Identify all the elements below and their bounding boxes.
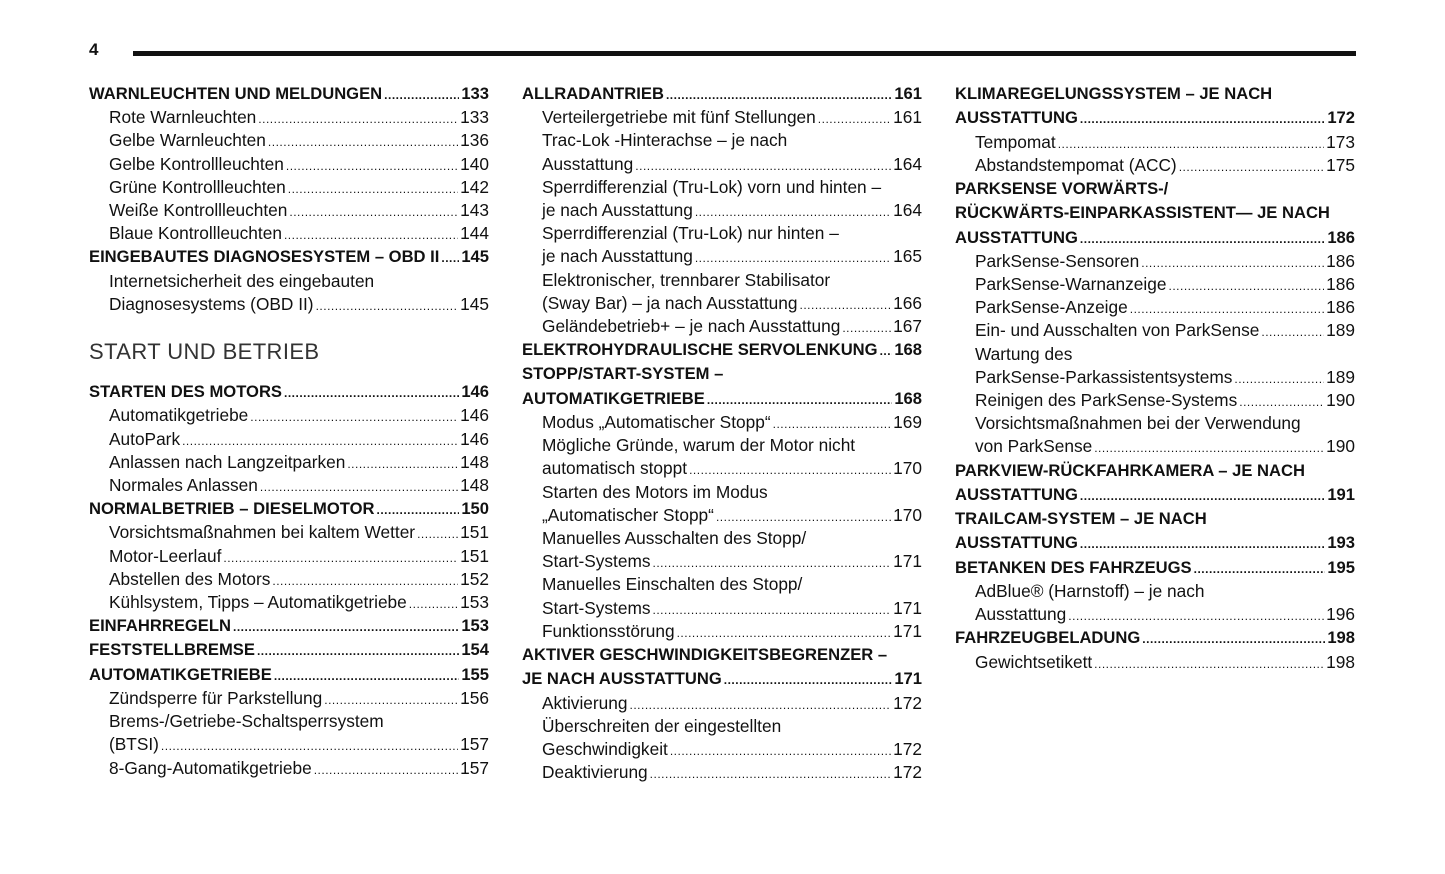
page-reference: 150: [461, 499, 489, 519]
toc-chapter-entry[interactable]: [89, 497, 489, 521]
dot-leader: [441, 246, 459, 269]
toc-subentry[interactable]: [955, 389, 1355, 412]
entry-title: Geländebetrieb+ – je nach Ausstattung: [542, 315, 841, 336]
entry-title: Ausstattung: [975, 604, 1067, 625]
page-reference: 170: [893, 504, 922, 525]
dot-leader: [880, 339, 893, 362]
entry-title: PARKSENSE VORWÄRTS-/: [955, 178, 1169, 198]
page-reference: 164: [893, 153, 922, 174]
entry-title: ParkSense-Warnanzeige: [975, 274, 1167, 295]
page-reference: 196: [1326, 604, 1355, 625]
dot-leader: [257, 639, 459, 662]
entry-title: Mögliche Gründe, warum der Motor nicht: [542, 435, 856, 456]
toc-chapter-entry[interactable]: [955, 626, 1355, 650]
toc-subentry[interactable]: [522, 222, 922, 268]
entry-title: Brems-/Getriebe-Schaltsperrsystem: [109, 711, 384, 732]
page-reference: 148: [460, 474, 489, 495]
page-reference: 186: [1327, 227, 1355, 247]
entry-title: Überschreiten der eingestellten: [542, 715, 782, 736]
entry-title: Manuelles Ausschalten des Stopp/: [542, 528, 807, 548]
page-number: 4: [89, 40, 99, 59]
dot-leader: [347, 453, 458, 474]
toc-chapter-entry[interactable]: [955, 556, 1355, 580]
entry-title: AUSSTATTUNG: [955, 484, 1078, 504]
dot-leader: [677, 622, 892, 643]
dot-leader: [223, 547, 458, 568]
toc-subentry[interactable]: [89, 757, 489, 780]
dot-leader: [707, 388, 892, 411]
entry-title: Reinigen des ParkSense-Systems: [975, 389, 1238, 410]
toc-subentry[interactable]: [522, 527, 922, 573]
toc-chapter-entry[interactable]: [955, 177, 1355, 250]
entry-title: Starten des Motors im Modus: [542, 481, 768, 502]
dot-leader: [653, 552, 892, 573]
page-reference: 186: [1326, 297, 1355, 318]
entry-title: AutoPark: [109, 428, 181, 449]
entry-title: von ParkSense: [975, 436, 1093, 457]
toc-subentry[interactable]: [522, 715, 922, 761]
toc-chapter-entry[interactable]: [89, 380, 489, 404]
entry-title: Deaktivierung: [542, 762, 648, 783]
entry-title: Internetsicherheit des eingebauten: [109, 270, 375, 291]
page-reference: 173: [1326, 131, 1355, 152]
page-reference: 145: [461, 247, 489, 267]
page-reference: 190: [1326, 389, 1355, 410]
page-reference: 148: [460, 451, 489, 472]
entry-title: Blaue Kontrollleuchten: [109, 223, 282, 244]
toc-subentry[interactable]: [522, 129, 922, 175]
dot-leader: [314, 759, 458, 780]
page-reference: 169: [893, 412, 922, 433]
entry-title: Wartung des: [975, 343, 1073, 364]
toc-subentry[interactable]: [955, 651, 1355, 674]
entry-title: AKTIVER GESCHWINDIGKEITSBEGRENZER –: [522, 644, 888, 664]
entry-title: Diagnosesystems (OBD II): [109, 293, 314, 314]
dot-leader: [1261, 321, 1324, 342]
entry-title: ParkSense-Sensoren: [975, 250, 1140, 271]
dot-leader: [689, 459, 891, 480]
entry-title: Elektronischer, trennbarer Stabilisator: [542, 269, 831, 290]
toc-chapter-entry[interactable]: [522, 643, 922, 692]
toc-chapter-entry[interactable]: [89, 638, 489, 662]
entry-title: Manuelles Einschalten des Stopp/: [542, 574, 803, 595]
dot-leader: [409, 593, 458, 614]
page-reference: 172: [1327, 108, 1355, 128]
toc-chapter-entry[interactable]: [522, 82, 922, 106]
entry-title: Start-Systems: [542, 551, 651, 572]
page-reference: 171: [893, 551, 922, 572]
entry-title: „Automatischer Stopp“: [542, 504, 714, 525]
dot-leader: [1194, 557, 1326, 580]
entry-title: Start-Systems: [542, 597, 651, 618]
dot-leader: [289, 201, 458, 222]
entry-title: je nach Ausstattung: [542, 200, 693, 221]
dot-leader: [1130, 298, 1324, 319]
entry-title: PARKVIEW-RÜCKFAHRKAMERA – JE NACH: [955, 460, 1305, 480]
entry-title: je nach Ausstattung: [542, 246, 693, 267]
toc-subentry[interactable]: [522, 315, 922, 338]
dot-leader: [1080, 107, 1325, 130]
entry-title: Normales Anlassen: [109, 474, 258, 495]
page-reference: 144: [460, 223, 489, 244]
page-reference: 153: [461, 616, 489, 636]
toc-subentry[interactable]: [522, 481, 922, 527]
page-reference: 171: [894, 669, 922, 689]
entry-title: ELEKTROHYDRAULISCHE SERVOLENKUNG: [522, 340, 878, 360]
page-reference: 198: [1326, 651, 1355, 672]
entry-title: BETANKEN DES FAHRZEUGS: [955, 557, 1192, 577]
toc-chapter-entry[interactable]: [955, 82, 1355, 131]
page-reference: 172: [893, 738, 922, 759]
entry-title: NORMALBETRIEB – DIESELMOTOR: [89, 499, 375, 519]
page-reference: 151: [460, 522, 489, 543]
page-reference: 155: [461, 664, 489, 684]
toc-chapter-entry[interactable]: [522, 338, 922, 362]
toc-subentry[interactable]: [955, 250, 1355, 273]
toc-subentry[interactable]: [955, 343, 1355, 389]
page-reference: 166: [893, 292, 922, 313]
entry-title: AUTOMATIKGETRIEBE: [522, 388, 705, 408]
entry-title: Gewichtsetikett: [975, 651, 1093, 672]
entry-title: AUSSTATTUNG: [955, 108, 1078, 128]
dot-leader: [630, 694, 892, 715]
dot-leader: [724, 668, 893, 691]
dot-leader: [1239, 391, 1324, 412]
dot-leader: [1168, 275, 1324, 296]
dot-leader: [272, 570, 458, 591]
page-reference: 195: [1327, 557, 1355, 577]
entry-title: Vorsichtsmaßnahmen bei kaltem Wetter: [109, 522, 416, 543]
toc-subentry[interactable]: [89, 404, 489, 427]
entry-title: STARTEN DES MOTORS: [89, 382, 282, 402]
page-reference: 157: [460, 757, 489, 778]
entry-title: Automatikgetriebe: [109, 405, 249, 426]
page-reference: 140: [460, 153, 489, 174]
entry-title: Weiße Kontrollleuchten: [109, 200, 288, 221]
toc-chapter-entry[interactable]: [89, 663, 489, 687]
entry-title: Grüne Kontrollleuchten: [109, 176, 286, 197]
entry-title: AUSSTATTUNG: [955, 227, 1078, 247]
dot-leader: [1058, 133, 1324, 154]
entry-title: Verteilergetriebe mit fünf Stellungen: [542, 107, 816, 128]
dot-leader: [161, 735, 458, 756]
entry-title: Trac-Lok -Hinterachse – je nach: [542, 130, 788, 151]
toc-subentry[interactable]: [89, 153, 489, 176]
page-reference: 161: [893, 107, 922, 128]
page-reference: 146: [460, 405, 489, 426]
toc-subentry[interactable]: [89, 129, 489, 152]
toc-subentry[interactable]: [89, 474, 489, 497]
dot-leader: [635, 155, 891, 176]
entry-title: Geschwindigkeit: [542, 738, 668, 759]
toc-subentry[interactable]: [955, 412, 1355, 458]
toc-subentry[interactable]: [89, 451, 489, 474]
entry-title: Ausstattung: [542, 153, 634, 174]
page-reference: 189: [1326, 366, 1355, 387]
entry-title: automatisch stoppt: [542, 458, 688, 479]
toc-chapter-entry[interactable]: [89, 245, 489, 269]
toc-column-3: [955, 82, 1355, 674]
toc-chapter-entry[interactable]: [955, 459, 1355, 508]
toc-subentry[interactable]: [89, 710, 489, 756]
page-reference: 171: [893, 597, 922, 618]
toc-chapter-entry[interactable]: [89, 82, 489, 106]
toc-column-2: [522, 82, 922, 784]
toc-subentry[interactable]: [89, 568, 489, 591]
entry-title: Abstandstempomat (ACC): [975, 154, 1177, 175]
dot-leader: [284, 381, 459, 404]
dot-leader: [384, 83, 459, 106]
dot-leader: [695, 247, 891, 268]
dot-leader: [377, 498, 460, 521]
entry-title: TRAILCAM-SYSTEM – JE NACH: [955, 509, 1207, 529]
page-reference: 145: [460, 293, 489, 314]
toc-subentry[interactable]: [955, 273, 1355, 296]
page-reference: 146: [461, 382, 489, 402]
dot-leader: [666, 83, 892, 106]
dot-leader: [250, 406, 458, 427]
page-reference: 164: [893, 200, 922, 221]
entry-title: Gelbe Warnleuchten: [109, 130, 266, 151]
page-reference: 151: [460, 545, 489, 566]
entry-title: (BTSI): [109, 734, 159, 755]
page-reference: 156: [460, 688, 489, 709]
dot-leader: [417, 523, 458, 544]
page-reference: 146: [460, 428, 489, 449]
dot-leader: [286, 155, 458, 176]
page-reference: 157: [460, 734, 489, 755]
page-reference: 136: [460, 130, 489, 151]
dot-leader: [274, 664, 459, 687]
entry-title: AdBlue® (Harnstoff) – je nach: [975, 581, 1205, 602]
dot-leader: [260, 476, 458, 497]
dot-leader: [800, 294, 892, 315]
toc-subentry[interactable]: [89, 521, 489, 544]
dot-leader: [1080, 227, 1325, 250]
page-reference: 154: [461, 640, 489, 660]
entry-title: RÜCKWÄRTS-EINPARKASSISTENT— JE NACH: [955, 203, 1330, 223]
dot-leader: [1179, 156, 1324, 177]
toc-subentry[interactable]: [955, 296, 1355, 319]
entry-title: Motor-Leerlauf: [109, 545, 222, 566]
entry-title: JE NACH AUSSTATTUNG: [522, 669, 722, 689]
toc-chapter-entry[interactable]: [522, 362, 922, 411]
dot-leader: [233, 615, 459, 638]
dot-leader: [1068, 605, 1324, 626]
toc-subentry[interactable]: [955, 154, 1355, 177]
page-reference: 186: [1326, 250, 1355, 271]
toc-subentry[interactable]: [522, 434, 922, 480]
entry-title: Modus „Automatischer Stopp“: [542, 412, 771, 433]
entry-title: Funktionsstörung: [542, 620, 675, 641]
entry-title: ALLRADANTRIEB: [522, 84, 664, 103]
entry-title: 8-Gang-Automatikgetriebe: [109, 757, 312, 778]
dot-leader: [1142, 627, 1325, 650]
section-heading: START UND BETRIEB: [89, 339, 320, 365]
entry-title: Sperrdifferenzial (Tru-Lok) vorn und hinten –: [542, 176, 882, 197]
dot-leader: [258, 108, 458, 129]
toc-subentry[interactable]: [89, 176, 489, 199]
toc-column-1: [89, 82, 489, 780]
page-reference: 152: [460, 568, 489, 589]
dot-leader: [1080, 532, 1325, 555]
page-reference: 190: [1326, 436, 1355, 457]
page-reference: 191: [1327, 484, 1355, 504]
page-reference: 189: [1326, 320, 1355, 341]
toc-subentry[interactable]: [89, 222, 489, 245]
entry-title: WARNLEUCHTEN UND MELDUNGEN: [89, 84, 383, 103]
toc-subentry[interactable]: [89, 687, 489, 710]
page-reference: 198: [1327, 628, 1355, 648]
page-reference: 172: [893, 692, 922, 713]
page-reference: 171: [893, 620, 922, 641]
toc-subentry[interactable]: [522, 573, 922, 619]
dot-leader: [1080, 484, 1325, 507]
dot-leader: [284, 224, 458, 245]
page-reference: 161: [894, 84, 922, 103]
entry-title: Gelbe Kontrollleuchten: [109, 153, 284, 174]
entry-title: ParkSense-Anzeige: [975, 297, 1128, 318]
toc-subentry[interactable]: [89, 545, 489, 568]
page-reference: 133: [461, 84, 489, 103]
toc-subentry[interactable]: [89, 428, 489, 451]
page-reference: 170: [893, 458, 922, 479]
entry-title: Abstellen des Motors: [109, 568, 271, 589]
dot-leader: [653, 599, 892, 620]
toc-chapter-entry[interactable]: [89, 614, 489, 638]
page-reference: 186: [1326, 274, 1355, 295]
toc-subentry[interactable]: [522, 692, 922, 715]
toc-subentry[interactable]: [89, 106, 489, 129]
dot-leader: [324, 689, 458, 710]
dot-leader: [1094, 653, 1324, 674]
page-reference: 165: [893, 246, 922, 267]
toc-chapter-entry[interactable]: [955, 507, 1355, 556]
page-reference: 142: [460, 176, 489, 197]
entry-title: KLIMAREGELUNGSSYSTEM – JE NACH: [955, 84, 1273, 103]
header-rule: [133, 51, 1356, 56]
entry-title: Tempomat: [975, 131, 1056, 152]
dot-leader: [1234, 368, 1324, 389]
dot-leader: [316, 295, 459, 316]
dot-leader: [1141, 252, 1324, 273]
page-reference: 193: [1327, 533, 1355, 553]
page-reference: 153: [460, 592, 489, 612]
dot-leader: [773, 413, 892, 434]
entry-title: STOPP/START-SYSTEM –: [522, 364, 724, 384]
entry-title: Zündsperre für Parkstellung: [109, 688, 323, 709]
toc-subentry[interactable]: [522, 269, 922, 315]
toc-subentry[interactable]: [89, 270, 489, 316]
entry-title: (Sway Bar) – ja nach Ausstattung: [542, 292, 798, 313]
toc-subentry[interactable]: [955, 580, 1355, 626]
dot-leader: [268, 131, 458, 152]
entry-title: Vorsichtsmaßnahmen bei der Verwendung: [975, 413, 1301, 434]
toc-subentry[interactable]: [522, 620, 922, 643]
entry-title: EINFAHRREGELN: [89, 616, 231, 636]
dot-leader: [842, 317, 891, 338]
toc-subentry[interactable]: [955, 319, 1355, 342]
page-reference: 175: [1326, 154, 1355, 175]
toc-subentry[interactable]: [89, 199, 489, 222]
entry-title: EINGEBAUTES DIAGNOSESYSTEM – OBD II: [89, 247, 440, 267]
entry-title: AUSSTATTUNG: [955, 533, 1078, 553]
dot-leader: [716, 506, 891, 527]
dot-leader: [182, 430, 458, 451]
toc-subentry[interactable]: [89, 591, 489, 614]
page-reference: 168: [894, 388, 922, 408]
entry-title: Anlassen nach Langzeitparken: [109, 451, 346, 472]
toc-subentry[interactable]: [522, 176, 922, 222]
entry-title: Aktivierung: [542, 692, 628, 713]
dot-leader: [288, 178, 458, 199]
dot-leader: [1094, 437, 1324, 458]
entry-title: Rote Warnleuchten: [109, 107, 257, 128]
toc-subentry[interactable]: [522, 106, 922, 129]
dot-leader: [650, 763, 891, 784]
entry-title: ParkSense-Parkassistentsystems: [975, 366, 1233, 387]
page-reference: 172: [893, 762, 922, 783]
toc-subentry[interactable]: [522, 761, 922, 784]
dot-leader: [695, 201, 891, 222]
page-reference: 168: [894, 340, 922, 360]
dot-leader: [670, 740, 891, 761]
entry-title: Ein- und Ausschalten von ParkSense: [975, 320, 1260, 341]
entry-title: Kühlsystem, Tipps – Automatikgetriebe: [109, 592, 407, 612]
dot-leader: [818, 108, 891, 129]
entry-title: Sperrdifferenzial (Tru-Lok) nur hinten –: [542, 223, 839, 244]
page-reference: 133: [460, 107, 489, 128]
toc-subentry[interactable]: [522, 411, 922, 434]
entry-title: AUTOMATIKGETRIEBE: [89, 664, 272, 684]
page-reference: 143: [460, 200, 489, 221]
entry-title: FAHRZEUGBELADUNG: [955, 628, 1141, 648]
toc-subentry[interactable]: [955, 131, 1355, 154]
entry-title: FESTSTELLBREMSE: [89, 640, 255, 660]
page-reference: 167: [893, 315, 922, 336]
